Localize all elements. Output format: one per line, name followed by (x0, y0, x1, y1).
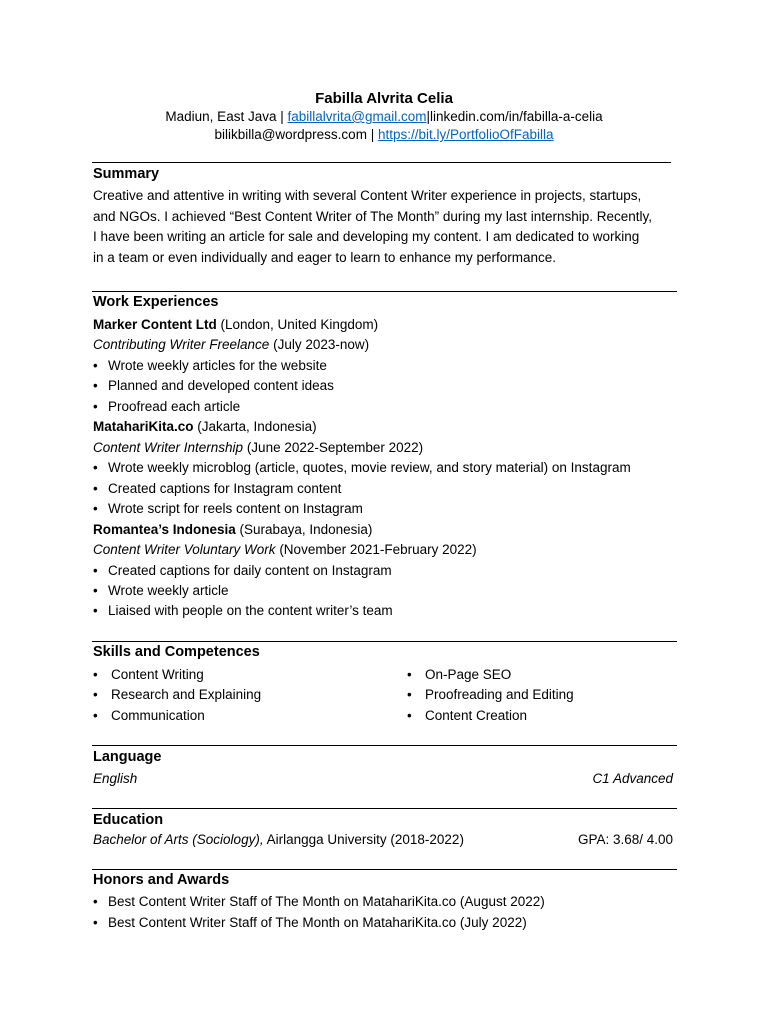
wordpress-text: bilikbilla@wordpress.com | (214, 127, 375, 142)
degree: Bachelor of Arts (Sociology), (93, 832, 264, 847)
job-bullet (93, 562, 392, 580)
honor-text: Best Content Writer Staff of The Month on MatahariKita.co (August 2022) (108, 894, 545, 909)
job-company-line (93, 418, 317, 436)
skill-item (93, 686, 261, 704)
job-bullet-text: Created captions for Instagram content (108, 481, 342, 496)
section-divider (92, 162, 671, 163)
summary-line: and NGOs. I achieved “Best Content Writer of The Month” during my last internship. Recently, (93, 209, 652, 224)
summary-heading: Summary (93, 166, 160, 182)
job-role: Content Writer Internship (93, 440, 244, 455)
section-divider (92, 869, 677, 870)
job-place: (London, United Kingdom) (216, 317, 379, 332)
school: Airlangga University (2018-2022) (263, 832, 464, 847)
skill-text: On-Page SEO (425, 667, 512, 682)
job-company: MatahariKita.co (93, 419, 194, 434)
job-bullet (93, 459, 631, 477)
bullet-icon: • (407, 687, 412, 702)
work-heading: Work Experiences (93, 294, 219, 310)
summary-line: in a team or even individually and eager to learn to enhance my performance. (93, 250, 557, 265)
skill-item (407, 707, 527, 725)
contact-line-2 (0, 126, 768, 144)
bullet-icon: • (93, 378, 98, 393)
job-role-line (93, 439, 423, 457)
job-company-line (93, 521, 372, 539)
job-role-line (93, 541, 477, 559)
bullet-icon: • (93, 708, 98, 723)
summary-line: I have been writing an article for sale and developing my content. I am dedicated to working (93, 229, 640, 244)
honor-item (93, 914, 527, 932)
skill-item (93, 707, 205, 725)
contact-line-1 (0, 108, 768, 126)
honor-text: Best Content Writer Staff of The Month on MatahariKita.co (July 2022) (108, 915, 527, 930)
email-link[interactable]: fabillalvrita@gmail.com (287, 109, 427, 124)
job-role: Contributing Writer Freelance (93, 337, 270, 352)
bullet-icon: • (93, 583, 98, 598)
gpa: GPA: 3.68/ 4.00 (577, 832, 673, 847)
job-company: Romantea’s Indonesia (93, 522, 236, 537)
bullet-icon: • (93, 563, 98, 578)
job-bullet-text: Wrote weekly microblog (article, quotes, movie review, and story material) on Instagram (108, 460, 631, 475)
skills-heading: Skills and Competences (93, 644, 260, 660)
education-line (93, 831, 464, 849)
job-bullet-text: Wrote weekly article (108, 583, 229, 598)
bullet-icon: • (407, 708, 412, 723)
language-name: English (93, 771, 138, 786)
job-role: Content Writer Voluntary Work (93, 542, 276, 557)
language-level: C1 Advanced (592, 771, 673, 786)
bullet-icon: • (93, 894, 98, 909)
job-place: (Surabaya, Indonesia) (235, 522, 373, 537)
job-bullet (93, 377, 334, 395)
job-company-line (93, 316, 378, 334)
bullet-icon: • (93, 358, 98, 373)
job-bullet-text: Wrote weekly articles for the website (108, 358, 327, 373)
education-heading: Education (93, 812, 164, 828)
skill-text: Research and Explaining (111, 687, 262, 702)
job-bullet-text: Proofread each article (108, 399, 241, 414)
language-heading: Language (93, 749, 162, 765)
bullet-icon: • (93, 460, 98, 475)
job-bullet-text: Liaised with people on the content writer’s team (108, 603, 393, 618)
skill-text: Proofreading and Editing (425, 687, 574, 702)
bullet-icon: • (93, 501, 98, 516)
skill-text: Content Writing (111, 667, 204, 682)
job-bullet (93, 582, 229, 600)
section-divider (92, 641, 677, 642)
job-bullet-text: Planned and developed content ideas (108, 378, 334, 393)
job-bullet (93, 398, 240, 416)
summary-line: Creative and attentive in writing with several Content Writer experience in projects, startups, (93, 188, 642, 203)
skill-text: Communication (111, 708, 205, 723)
section-divider (92, 745, 677, 746)
job-role-line (93, 336, 369, 354)
job-bullet-text: Created captions for daily content on Instagram (108, 563, 392, 578)
honors-heading: Honors and Awards (93, 872, 230, 888)
job-bullet (93, 357, 327, 375)
job-bullet-text: Wrote script for reels content on Instagram (108, 501, 363, 516)
honor-item (93, 893, 545, 911)
portfolio-link[interactable]: https://bit.ly/PortfolioOfFabilla (377, 127, 554, 142)
job-place: (Jakarta, Indonesia) (193, 419, 317, 434)
bullet-icon: • (407, 667, 412, 682)
job-period: (November 2021-February 2022) (275, 542, 477, 557)
linkedin-text: |linkedin.com/in/fabilla-a-celia (426, 109, 603, 124)
location-text: Madiun, East Java | (165, 109, 284, 124)
job-bullet (93, 602, 393, 620)
job-bullet (93, 480, 341, 498)
job-bullet (93, 500, 363, 518)
job-period: (July 2023-now) (269, 337, 370, 352)
bullet-icon: • (93, 687, 98, 702)
job-company: Marker Content Ltd (93, 317, 217, 332)
skill-text: Content Creation (425, 708, 528, 723)
section-divider (92, 808, 677, 809)
skill-item (93, 666, 204, 684)
candidate-name: Fabilla Alvrita Celia (315, 90, 453, 107)
bullet-icon: • (93, 667, 98, 682)
skill-item (407, 686, 574, 704)
bullet-icon: • (93, 915, 98, 930)
bullet-icon: • (93, 399, 98, 414)
bullet-icon: • (93, 481, 98, 496)
job-period: (June 2022-September 2022) (243, 440, 424, 455)
section-divider (92, 291, 677, 292)
skill-item (407, 666, 511, 684)
bullet-icon: • (93, 603, 98, 618)
